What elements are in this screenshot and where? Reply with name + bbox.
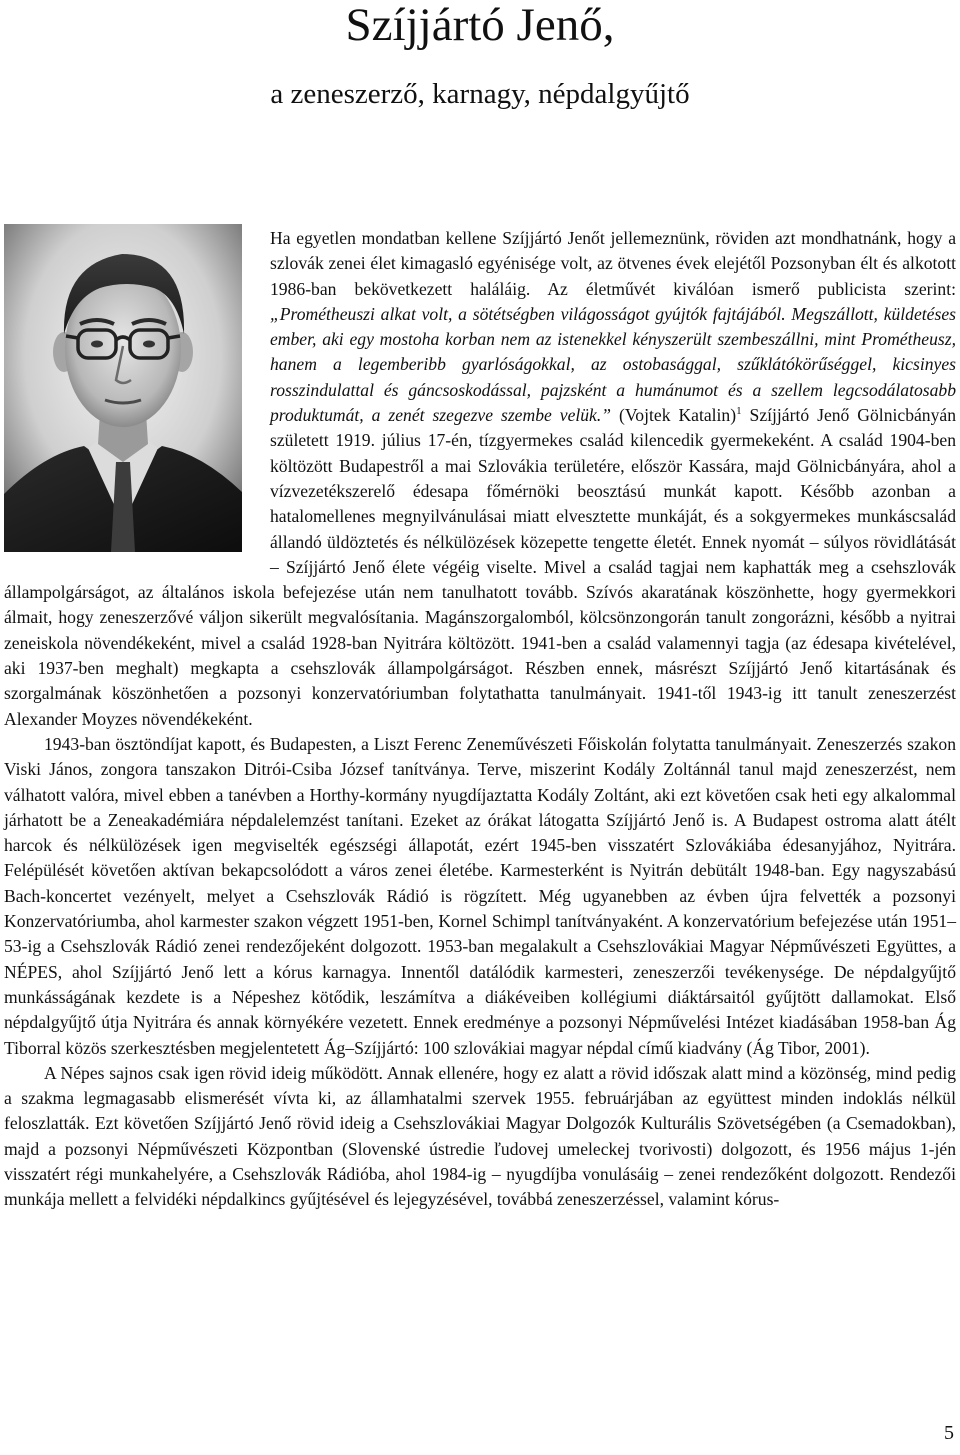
article-body [4,226,956,1213]
quotation: „Prométheuszi alkat volt, a sötétségben világosságot gyújtók fajtájából. Megszállott, küldetéses ember, aki egy mostoha korban nem az istenekkel kényszerült szembeszállni, mint Prométheusz, hanem a legemberibb gyarlóságokkal, az ostobasággal, szűklátókörűséggel, kicsinyes rosszindulattal és gáncsoskodással, pajzsként a humánumot és a szellem legcsodálatosabb produktumát, a zenét szegezve szembe velük.” [270,303,956,426]
page-title: Szíjjártó Jenő, [345,0,615,51]
footnote-mark: 1 [736,405,742,418]
paragraph-3: A Népes sajnos csak igen rövid ideig működött. Annak ellenére, hogy ez alatt a rövid időszak alatt mind a közönség, mind pedig a szakma legmagasabb elismerését vívta ki, az államhatalmi szervek 1955. februárjában az együttest minden indoklás nélkül feloszlatták. Ezt követően Szíjjártó Jenő rövid ideig a Csehszlovákiai Magyar Dolgozók Kulturális Szövetségében (a Csemadokban), majd a pozsonyi Népművészeti Központban (Slovenské ústredie ľudovej umeleckej tvorivosti) dolgozott, és 1956 május 1-jén visszatért régi munkahelyére, a Csehszlovák Rádióba, ahol 1984-ig – nyugdíjba vonulásáig – zenei rendezőként dolgozott. Rendezői munkája mellett a felvidéki népdalkincs gyűjtésével és lejegyzésével, továbbá zeneszerzéssel, valamint kórus- [4,1062,956,1210]
page-subtitle: a zeneszerző, karnagy, népdalgyűjtő [270,78,690,110]
page-number: 5 [944,1422,954,1444]
paragraph-1: Ha egyetlen mondatban kellene Szíjjártó Jenőt jellemeznünk, röviden azt mondhatnánk, hogy a szlovák zenei élet kimagasló egyénisége volt, az ötvenes évek elejétől Pozsonyban élt és alkotott 1986-ban bekövetkezett haláláig. Az életművét kiválóan ismerő publicista szerint: „Prométheuszi alkat volt, a sötétségben világosságot gyújtók fajtájából. Megszállott, küldetéses ember, aki egy mostoha korban nem az istenekkel kényszerült szembeszállni, mint Prométheusz, hanem a legemberibb gyarlóságokkal, az ostobasággal, szűklátókörűséggel, kicsinyes rosszindulattal és gáncsoskodással, pajzsként a humánumot és a szellem legcsodálatosabb produktumát, a zenét szegezve szembe velük.” (Vojtek Katalin)$^1$ Szíjjártó Jenő Gölnicbányán született 1919. július 17-én, tízgyermekes család kilencedik gyermekeként. A család 1904-ben költözött Budapestről a mai Szlovákia területére, először Kassára, majd Gölnicbányára, ahol a vízvezetékszerelő édesapa főmérnöki beosztású munkát kapott. Később azonban a hatalomellenes megnyilvánulásai miatt elvesztette munkáját, és a sokgyermekes munkáscsalád állandó üldöztetés és nélkülözések közepette tengette életét. Ennek nyomát – súlyos rövidlátását – Szíjjártó Jenő élete végéig viselte. Mivel a család tagjai nem kaphatták meg a csehszlovák állampolgárságot, az általános iskola befejezése után nem tanulhatott tovább. Szívós akaratának köszönhette, hogy gyermekkori álmait, hogy zeneszerzővé váljon sikerült megvalósítania. Magánszorgalomból, kölcsönzongorán tanult zongorázni, később a nyitrai zeneiskola növendékeként, mivel a család 1928-ban Nyitrára költözött. 1941-ben a család valamennyi tagja (az édesapa kivételével, aki 1937-ben meghalt) megkapta a csehszlovák állampolgárságot. Részben ennek, másrészt Szíjjártó Jenő kitartásának és szorgalmának köszönhetően a pozsonyi konzervatóriumban folytathatta tanulmányait. 1941-től 1943-ig itt tanult zeneszerzést Alexander Moyzes növendékeként. [4,228,956,729]
paragraph-2: 1943-ban ösztöndíjat kapott, és Budapesten, a Liszt Ferenc Zeneművészeti Főiskolán folytatta tanulmányait. Zeneszerzés szakon Viski János, zongora tanszakon Ditrói-Csiba József tanítványa. Terve, miszerint Kodály Zoltánnál tanul majd zeneszerzést, nem válhatott valóra, mivel ebben a tanévben a Horthy-kormány nyugdíjaztatta Kodály Zoltánt, aki ezt követően csak heti egy alkalommal járhatott be a Zeneakadémiára népdalelemzést tanítani. Ezeket az órákat látogatta Szíjjártó Jenő is. A Budapest ostroma alatt átélt harcok és nélkülözések igen megviselték egészségi állapotát, ezért 1945-ben visszatért Szlovákiába édesanyjához, Nyitrára. Felépülését követően aktívan bekapcsolódott a város zenei életébe. Karmesterként is Nyitrán debütált 1948-ban. Egy nagyszabású Bach-koncertet vezényelt, melyet a Csehszlovák Rádió is rögzített. Még ugyanebben az évben újra felvették a pozsonyi Konzervatóriumba, ahol karmester szakon végzett 1951-ben, Kornel Schimpl tanítványaként. A konzervatórium befejezése után 1951–53-ig a Csehszlovák Rádió zenei rendezőjeként dolgozott. 1953-ban megalakult a Csehszlovákiai Magyar Népművészeti Együttes, a NÉPES, ahol Szíjjártó Jenő lett a kórus karnagya. Innentől datálódik karmesteri, zeneszerzői tevékenysége. De népdalgyűjtő munkásságának kezdete is a Népeshez kötődik, leszámítva a diákéveiben kollégiumi diáktársaitól gyűjtött dallamokat. Első népdalgyűjtő útja Nyitrára és annak környékére vezetett. Ennek eredménye a pozsonyi Népművelési Intézet kiadásában 1958-ban Ág Tiborral közös szerkesztésben megjelentetett Ág–Szíjjártó: 100 szlovákiai magyar népdal című kiadvány (Ág Tibor, 2001). [4,733,956,1058]
